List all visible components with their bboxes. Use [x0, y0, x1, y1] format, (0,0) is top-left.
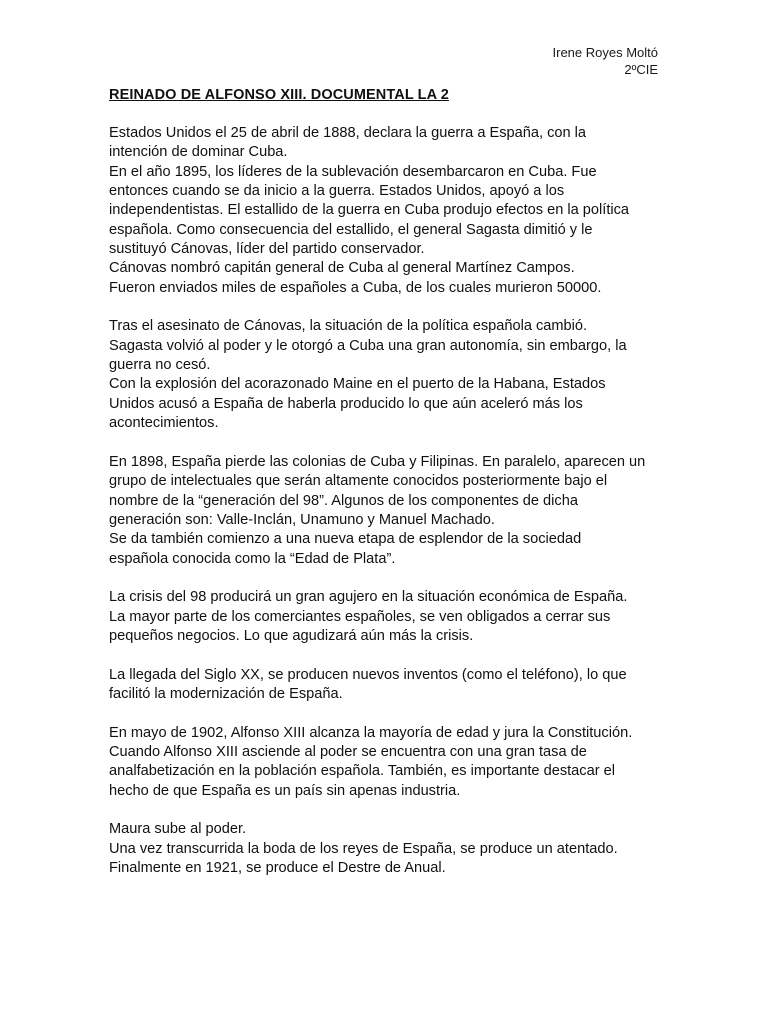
text-line: entonces cuando se da inicio a la guerra. Estados Unidos, apoyó a los [109, 183, 565, 200]
document-title: REINADO DE ALFONSO XIII. DOCUMENTAL LA 2 [109, 87, 449, 103]
text-line: En 1898, España pierde las colonias de Cuba y Filipinas. En paralelo, aparecen un [109, 453, 646, 470]
text-line: nombre de la “generación del 98”. Algunos de los componentes de dicha [109, 492, 578, 509]
author-name: Irene Royes Moltó [552, 45, 658, 60]
text-line: Una vez transcurrida la boda de los reyes de España, se produce un atentado. [109, 840, 618, 857]
text-line: Con la explosión del acorazonado Maine en el puerto de la Habana, Estados [109, 376, 606, 393]
paragraph [109, 453, 669, 569]
text-line: pequeños negocios. Lo que agudizará aún más la crisis. [109, 627, 474, 644]
text-line: intención de dominar Cuba. [109, 144, 288, 161]
paragraph [109, 666, 669, 705]
text-line: Tras el asesinato de Cánovas, la situación de la política española cambió. [109, 318, 588, 335]
document-body [109, 124, 669, 898]
text-line: generación son: Valle-Inclán, Unamuno y Manuel Machado. [109, 511, 495, 528]
paragraph [109, 317, 669, 433]
paragraph [109, 124, 669, 298]
text-line: guerra no cesó. [109, 357, 211, 374]
text-line: La llegada del Siglo XX, se producen nuevos inventos (como el teléfono), lo que [109, 666, 627, 683]
paragraph [109, 724, 669, 801]
text-line: sustituyó Cánovas, líder del partido conservador. [109, 241, 425, 258]
text-line: Estados Unidos el 25 de abril de 1888, declara la guerra a España, con la [109, 125, 587, 141]
text-line: Sagasta volvió al poder y le otorgó a Cuba una gran autonomía, sin embargo, la [109, 337, 627, 354]
text-line: grupo de intelectuales que serán altamente conocidos posteriormente bajo el [109, 473, 608, 490]
text-line: Cuando Alfonso XIII asciende al poder se encuentra con una gran tasa de [109, 744, 587, 760]
text-line: española. Como consecuencia del estallido, el general Sagasta dimitió y le [109, 221, 593, 238]
paragraph [109, 588, 669, 646]
text-line: Cánovas nombró capitán general de Cuba al general Martínez Campos. [109, 260, 575, 277]
text-line: Fueron enviados miles de españoles a Cuba, de los cuales murieron 50000. [109, 279, 602, 296]
text-line: La mayor parte de los comerciantes españoles, se ven obligados a cerrar sus [109, 608, 611, 625]
text-line: española conocida como la “Edad de Plata”. [109, 550, 396, 567]
text-line: acontecimientos. [109, 415, 219, 432]
header-block [553, 44, 659, 78]
text-line: Maura sube al poder. [109, 821, 247, 838]
text-line: analfabetización en la población española. También, es importante destacar el [109, 763, 615, 780]
class-label: 2ºCIE [624, 62, 658, 77]
text-line: hecho de que España es un país sin apenas industria. [109, 782, 461, 799]
text-line: independentistas. El estallido de la guerra en Cuba produjo efectos en la política [109, 202, 630, 219]
text-line: En el año 1895, los líderes de la sublevación desembarcaron en Cuba. Fue [109, 163, 597, 180]
text-line: La crisis del 98 producirá un gran agujero en la situación económica de España. [109, 589, 628, 606]
text-line: facilitó la modernización de España. [109, 685, 343, 702]
text-line: En mayo de 1902, Alfonso XIII alcanza la mayoría de edad y jura la Constitución. [109, 724, 633, 741]
text-line: Unidos acusó a España de haberla producido lo que aún aceleró más los [109, 395, 583, 412]
text-line: Finalmente en 1921, se produce el Destre de Anual. [109, 860, 446, 877]
text-line: Se da también comienzo a una nueva etapa de esplendor de la sociedad [109, 531, 582, 548]
paragraph [109, 820, 669, 878]
